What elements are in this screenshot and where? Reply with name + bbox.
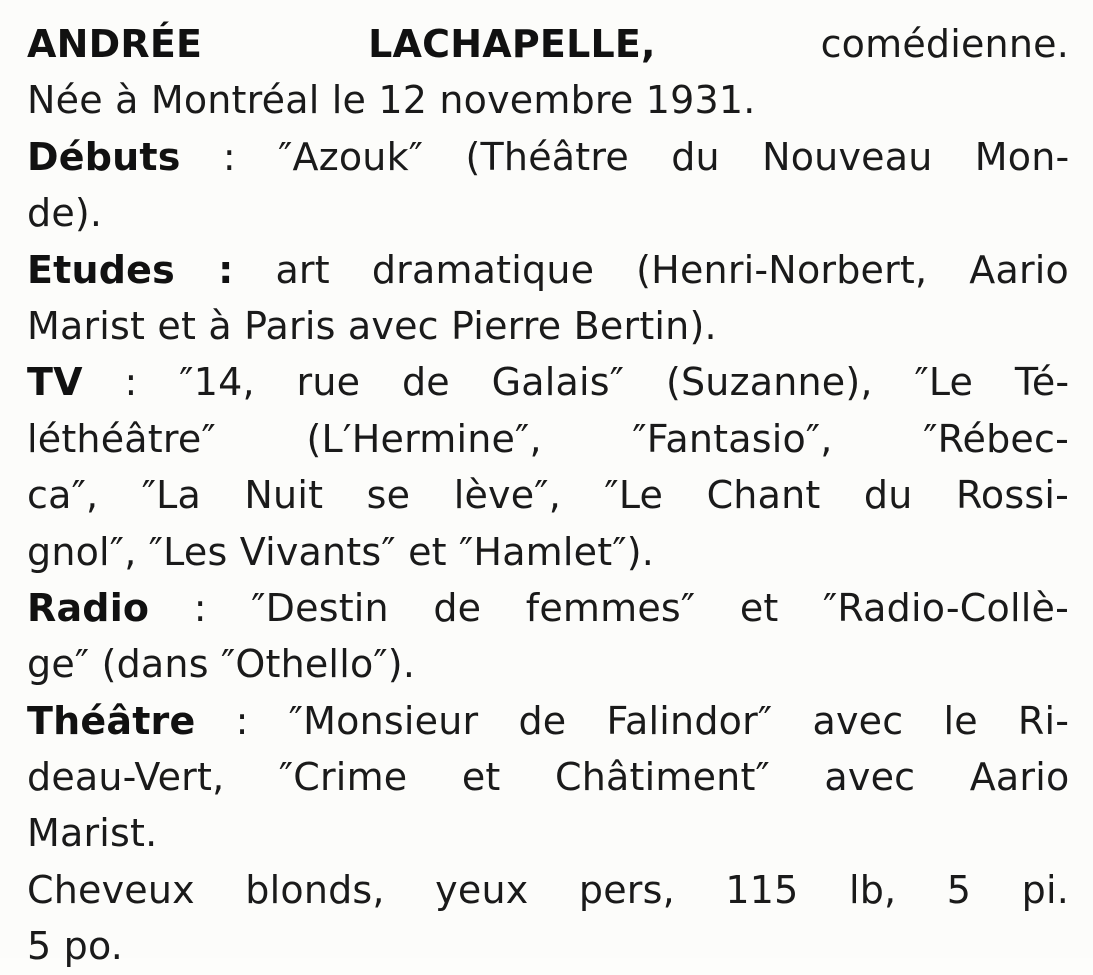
bio-line	[27, 354, 1069, 410]
theatre-text-cont: deau-Vert, ″Crime et Châtiment″ avec Aario	[27, 755, 1070, 800]
bio-line	[27, 298, 1069, 354]
actor-role: comédienne.	[655, 22, 1069, 66]
bio-line	[27, 805, 1069, 861]
bio-line	[27, 242, 1069, 298]
bio-line	[27, 16, 1069, 72]
tv-text: : ″14, rue de Galais″ (Suzanne), ″Le Té-	[82, 360, 1070, 405]
bio-line	[27, 72, 1069, 128]
bio-line	[27, 185, 1069, 241]
tv-text-cont: gnol″, ″Les Vivants″ et ″Hamlet″).	[27, 529, 655, 574]
etudes-text: art dramatique (Henri-Norbert, Aario	[233, 247, 1069, 292]
debuts-text-cont: de).	[27, 191, 103, 236]
bio-line	[27, 467, 1069, 523]
radio-text: : ″Destin de femmes″ et ″Radio-Collè-	[149, 585, 1069, 630]
tv-text-cont: ca″, ″La Nuit se lève″, ″Le Chant du Rossi-	[27, 473, 1069, 518]
bio-line	[27, 580, 1069, 636]
theatre-text: : ″Monsieur de Falindor″ avec le Ri-	[195, 698, 1070, 743]
debuts-label: Débuts	[27, 134, 181, 179]
tv-text-cont: léthéâtre″ (L′Hermine″, ″Fantasio″, ″Rébec-	[27, 416, 1069, 461]
bio-line	[27, 524, 1069, 580]
birth-info: Née à Montréal le 12 novembre 1931.	[27, 78, 756, 123]
radio-label: Radio	[27, 585, 150, 630]
bio-line	[27, 862, 1069, 918]
bio-line	[27, 129, 1069, 185]
theatre-label: Théâtre	[27, 698, 196, 743]
bio-line	[27, 411, 1069, 467]
bio-line	[27, 749, 1069, 805]
physical-description: Cheveux blonds, yeux pers, 115 lb, 5 pi.	[27, 867, 1069, 912]
biography-entry	[27, 16, 1069, 975]
actor-name: ANDRÉE LACHAPELLE,	[27, 22, 656, 66]
etudes-text-cont: Marist et à Paris avec Pierre Bertin).	[27, 303, 717, 348]
bio-line	[27, 693, 1069, 749]
tv-label: TV	[27, 360, 83, 405]
physical-description-cont: 5 po.	[27, 924, 124, 969]
radio-text-cont: ge″ (dans ″Othello″).	[27, 642, 416, 687]
bio-line	[27, 636, 1069, 692]
debuts-text: : ″Azouk″ (Théâtre du Nouveau Mon-	[180, 134, 1070, 179]
etudes-label: Etudes :	[27, 247, 234, 292]
theatre-text-cont: Marist.	[27, 811, 158, 856]
bio-line	[27, 918, 1069, 974]
